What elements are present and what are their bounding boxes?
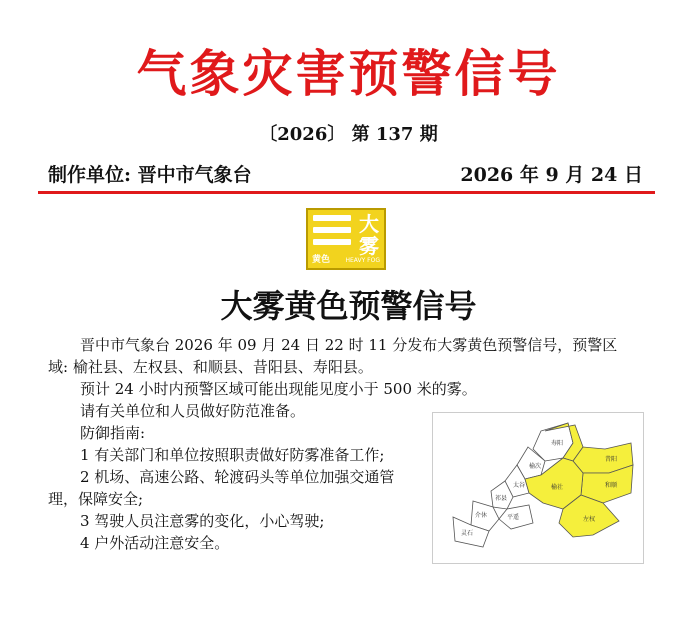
map-label: 太谷 <box>513 482 526 489</box>
fog-bars-icon <box>313 215 351 255</box>
body-line: 预计 24 小时内预警区域可能出现能见度小于 500 米的雾。 <box>80 380 477 398</box>
map-label: 祁县 <box>495 495 508 502</box>
map-label: 平遥 <box>507 514 520 521</box>
map-label: 左权 <box>583 516 596 523</box>
body-line: 域: 榆社县、左权县、和顺县、昔阳县、寿阳县。 <box>48 358 373 376</box>
signal-title: 大雾黄色预警信号 <box>220 287 477 325</box>
body-line: 理，保障安全; <box>48 490 144 508</box>
issue-date: 2026 年 9 月 24 日 <box>460 164 643 186</box>
warning-area-map <box>432 412 644 564</box>
signal-english: HEAVY FOG <box>345 257 380 264</box>
signal-char: 大雾 <box>359 212 379 258</box>
body-line: 2 机场、高速公路、轮渡码头等单位加强交通管 <box>80 468 395 486</box>
map-label: 昔阳 <box>605 456 618 463</box>
map-label: 介休 <box>475 512 488 519</box>
issue-number: 〔2026〕 第 137 期 <box>259 124 438 145</box>
bulletin-title: 气象灾害预警信号 <box>136 44 561 103</box>
body-line: 1 有关部门和单位按照职责做好防雾准备工作; <box>80 446 385 464</box>
body-line: 请有关单位和人员做好防范准备。 <box>80 402 306 420</box>
body-line: 防御指南: <box>80 424 146 442</box>
red-divider <box>38 191 655 194</box>
map-label: 寿阳 <box>551 440 564 447</box>
body-line: 4 户外活动注意安全。 <box>80 534 230 552</box>
fog-yellow-signal-icon <box>306 208 386 270</box>
body-line: 3 驾驶人员注意雾的变化，小心驾驶; <box>80 512 325 530</box>
signal-caption: 黄色 <box>312 255 331 265</box>
issuer: 制作单位: 晋中市气象台 <box>48 164 252 186</box>
map-label: 和顺 <box>605 482 618 489</box>
map-label: 榆社 <box>551 484 564 491</box>
map-label: 灵石 <box>461 530 474 537</box>
map-label: 榆次 <box>529 463 542 470</box>
body-line: 晋中市气象台 2026 年 09 月 24 日 22 时 11 分发布大雾黄色预警信号，预警区 <box>80 336 618 354</box>
